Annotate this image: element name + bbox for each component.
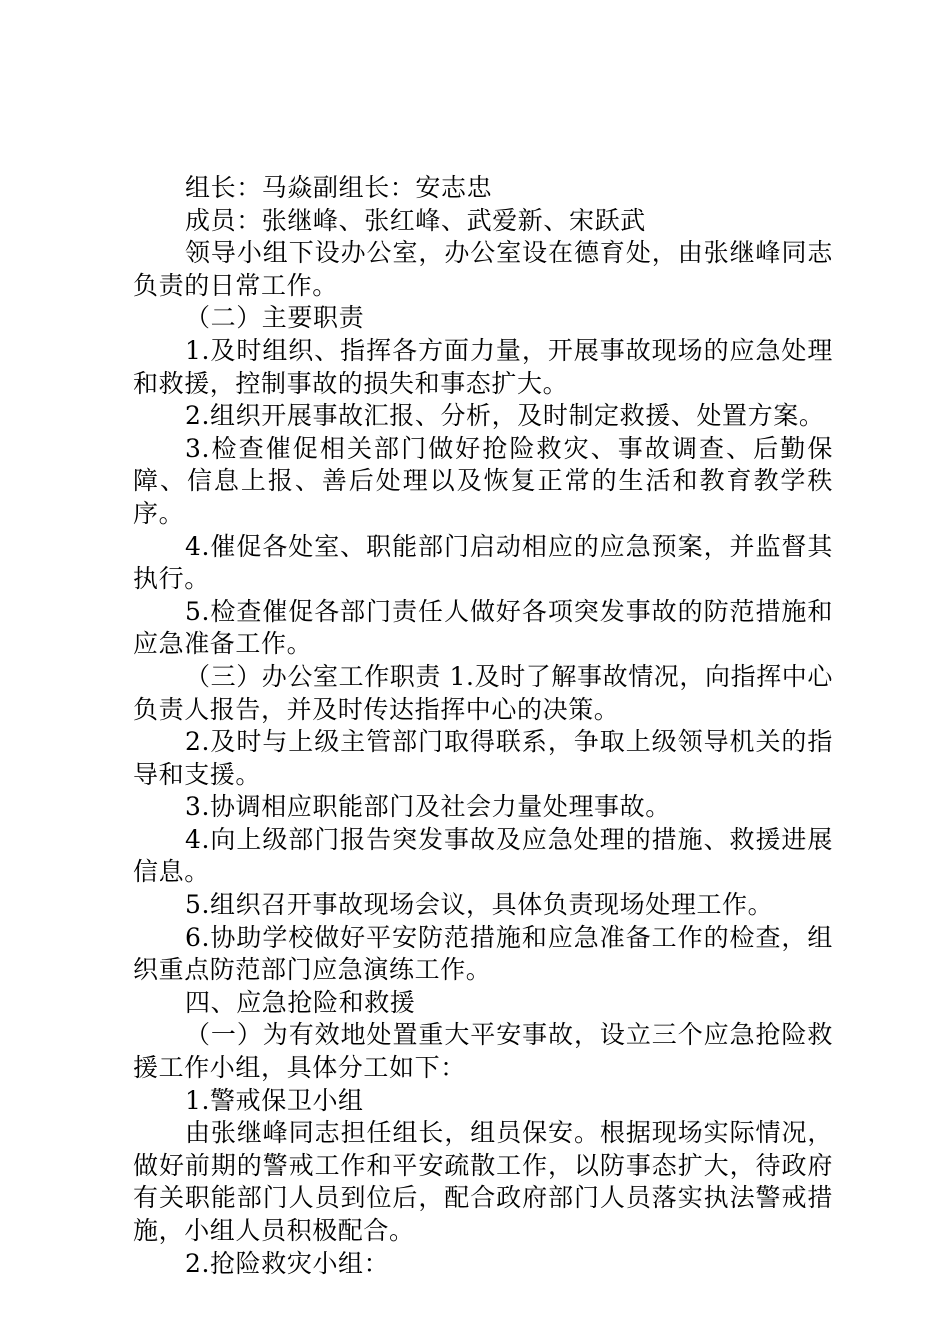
paragraph-duty-2: 2.组织开展事故汇报、分析，及时制定救援、处置方案。 xyxy=(185,401,825,431)
heading-main-duties: （二）主要职责 xyxy=(185,303,365,333)
paragraph-office-duty-6: 6.协助学校做好平安防范措施和应急准备工作的检查，组织重点防范部门应急演练工作。 xyxy=(133,922,833,985)
paragraph-duty-1: 1.及时组织、指挥各方面力量，开展事故现场的应急处理和救援，控制事故的损失和事态扩大。 xyxy=(133,335,833,398)
paragraph-office-duty-1: （三）办公室工作职责 1.及时了解事故情况，向指挥中心负责人报告，并及时传达指挥中心的决策。 xyxy=(133,661,834,724)
paragraph-duty-3: 3.检查催促相关部门做好抢险救灾、事故调查、后勤保障、信息上报、善后处理以及恢复正常的生活和教育教学秩序。 xyxy=(133,433,833,528)
paragraph-security-group: 由张继峰同志担任组长，组员保安。根据现场实际情况，做好前期的警戒工作和平安疏散工作，以防事态扩大，待政府有关职能部门人员到位后，配合政府部门人员落实执法警戒措施，小组人员积极配合。 xyxy=(133,1118,833,1245)
paragraph-duty-5: 5.检查催促各部门责任人做好各项突发事故的防范措施和应急准备工作。 xyxy=(133,596,833,659)
paragraph-office-duty-4: 4.向上级部门报告突发事故及应急处理的措施、救援进展信息。 xyxy=(133,824,833,887)
paragraph-office: 领导小组下设办公室，办公室设在德育处，由张继峰同志负责的日常工作。 xyxy=(133,238,833,300)
document-body xyxy=(133,172,833,1280)
paragraph-office-duty-2: 2.及时与上级主管部门取得联系，争取上级领导机关的指导和支援。 xyxy=(133,727,833,789)
paragraph-duty-4: 4.催促各处室、职能部门启动相应的应急预案，并监督其执行。 xyxy=(133,531,833,594)
paragraph-leaders: 组长：马焱副组长：安志忠 xyxy=(185,173,493,202)
paragraph-members: 成员：张继峰、张红峰、武爱新、宋跃武 xyxy=(185,205,646,235)
heading-security-group: 1.警戒保卫小组 xyxy=(185,1085,364,1115)
heading-rescue-group: 2.抢险救灾小组： xyxy=(185,1248,390,1278)
paragraph-rescue-groups: （一）为有效地处置重大平安事故，设立三个应急抢险救援工作小组，具体分工如下： xyxy=(133,1020,833,1083)
paragraph-office-duty-3: 3.协调相应职能部门及社会力量处理事故。 xyxy=(185,792,671,822)
paragraph-office-duty-5: 5.组织召开事故现场会议，具体负责现场处理工作。 xyxy=(185,890,774,920)
heading-emergency-rescue: 四、应急抢险和救援 xyxy=(185,987,416,1017)
